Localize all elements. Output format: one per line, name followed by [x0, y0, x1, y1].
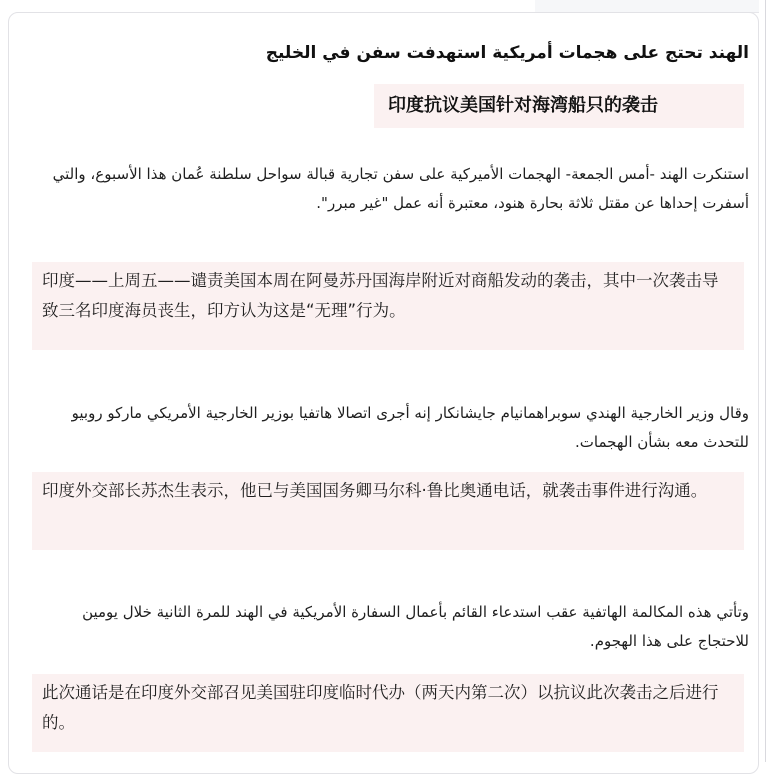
paragraph-2-arabic: وقال وزير الخارجية الهندي سوبراهمانيام جايشانكار إنه أجرى اتصالا هاتفيا بوزير الخارجية الأمريكي ماركو روبيو للتحدث معه بشأن الهجمات. — [71, 404, 749, 451]
paragraph-3-chinese: 此次通话是在印度外交部召见美国驻印度临时代办（两天内第二次）以抗议此次袭击之后进行的。 — [32, 674, 744, 752]
paragraph-1-chinese: 印度——上周五——谴责美国本周在阿曼苏丹国海岸附近对商船发动的袭击，其中一次袭击导致三名印度海员丧生，印方认为这是“无理”行为。 — [32, 262, 744, 350]
paragraph-3-arabic: وتأتي هذه المكالمة الهاتفية عقب استدعاء القائم بأعمال السفارة الأمريكية في الهند للمرة الثانية خلال يومين للاحتجاج على هذا الهجوم. — [82, 603, 749, 650]
paragraph-2-chinese: 印度外交部长苏杰生表示，他已与美国国务卿马尔科·鲁比奥通电话，就袭击事件进行沟通。 — [32, 472, 744, 550]
scrollbar-track[interactable] — [765, 0, 766, 762]
headline-arabic: الهند تحتج على هجمات أمريكية استهدفت سفن في الخليج — [265, 43, 749, 63]
headline-chinese: 印度抗议美国针对海湾船只的袭击 — [374, 84, 744, 128]
paragraph-1-arabic: استنكرت الهند -أمس الجمعة- الهجمات الأميركية على سفن تجارية قبالة سواحل سلطنة عُمان هذا الأسبوع، والتي أسفرت إحداها عن مقتل ثلاثة بحارة هنود، معتبرة أنه عمل "غير مبرر". — [52, 165, 749, 212]
